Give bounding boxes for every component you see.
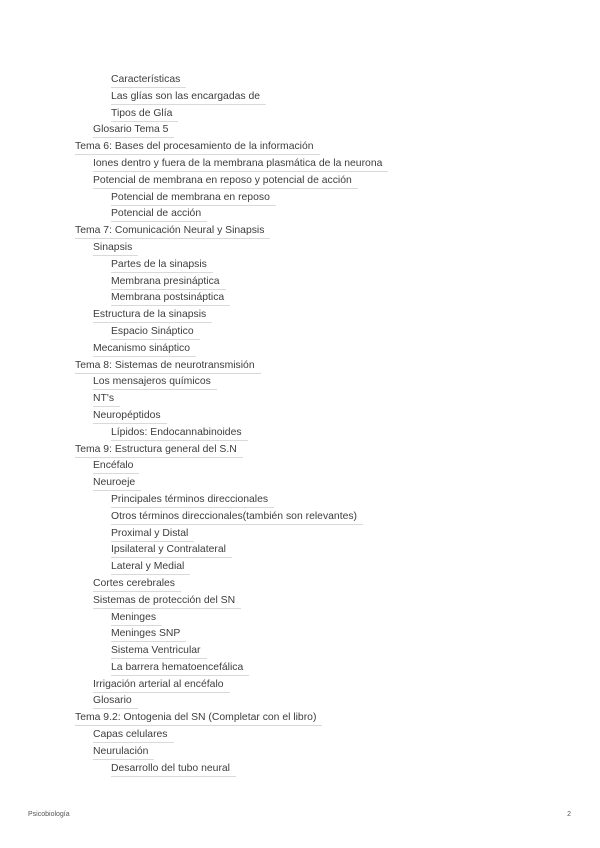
toc-entry [0,660,600,677]
toc-link[interactable]: NT's [93,392,120,407]
toc-entry [0,408,600,425]
toc-entry [0,526,600,543]
toc-entry [0,139,600,156]
toc-entry [0,744,600,761]
toc-entry [0,576,600,593]
toc-entry [0,643,600,660]
toc-link[interactable]: Tema 7: Comunicación Neural y Sinapsis [75,224,270,239]
toc-link[interactable]: Potencial de membrana en reposo [111,191,276,206]
toc-link[interactable]: Glosario [93,694,138,709]
toc-entry [0,458,600,475]
toc-entry [0,257,600,274]
toc-entry [0,122,600,139]
toc-link[interactable]: Sistemas de protección del SN [93,594,241,609]
toc-entry [0,156,600,173]
toc-link[interactable]: Tema 6: Bases del procesamiento de la información [75,140,320,155]
toc-link[interactable]: Principales términos direccionales [111,493,274,508]
toc-entry [0,610,600,627]
toc-link[interactable]: Membrana presináptica [111,275,226,290]
toc-entry [0,442,600,459]
toc-link[interactable]: Neuroeje [93,476,141,491]
toc-link[interactable]: Ipsilateral y Contralateral [111,543,232,558]
toc-link[interactable]: Tema 9.2: Ontogenia del SN (Completar con el libro) [75,711,322,726]
toc-entry [0,223,600,240]
toc-entry [0,425,600,442]
toc-entry [0,274,600,291]
toc-entry [0,509,600,526]
toc-link[interactable]: Lateral y Medial [111,560,190,575]
toc-link[interactable]: Otros términos direccionales(también son relevantes) [111,510,363,525]
toc-entry [0,173,600,190]
footer-document-title: Psicobiología [28,811,70,818]
toc-entry [0,341,600,358]
toc-entry [0,290,600,307]
toc-link[interactable]: Lípidos: Endocannabinoides [111,426,248,441]
toc-link[interactable]: Sinapsis [93,241,138,256]
table-of-contents [0,72,600,777]
toc-entry [0,593,600,610]
toc-link[interactable]: Las glías son las encargadas de [111,90,266,105]
toc-link[interactable]: Características [111,73,186,88]
toc-link[interactable]: Potencial de membrana en reposo y potencial de acción [93,174,358,189]
toc-entry [0,727,600,744]
toc-link[interactable]: Los mensajeros químicos [93,375,217,390]
toc-link[interactable]: Glosario Tema 5 [93,123,174,138]
toc-link[interactable]: Neuropéptidos [93,409,167,424]
toc-entry [0,240,600,257]
toc-entry [0,374,600,391]
toc-link[interactable]: Irrigación arterial al encéfalo [93,678,230,693]
toc-entry [0,693,600,710]
toc-entry [0,206,600,223]
toc-link[interactable]: Membrana postsináptica [111,291,230,306]
toc-link[interactable]: Partes de la sinapsis [111,258,213,273]
toc-entry [0,391,600,408]
toc-link[interactable]: Iones dentro y fuera de la membrana plasmática de la neurona [93,157,388,172]
toc-entry [0,190,600,207]
toc-link[interactable]: Desarrollo del tubo neural [111,762,236,777]
toc-link[interactable]: Potencial de acción [111,207,207,222]
toc-link[interactable]: La barrera hematoencefálica [111,661,249,676]
toc-link[interactable]: Mecanismo sináptico [93,342,196,357]
toc-link[interactable]: Sistema Ventricular [111,644,207,659]
toc-link[interactable]: Tema 8: Sistemas de neurotransmisión [75,359,261,374]
toc-entry [0,324,600,341]
toc-entry [0,559,600,576]
toc-entry [0,106,600,123]
toc-link[interactable]: Estructura de la sinapsis [93,308,212,323]
toc-link[interactable]: Meninges SNP [111,627,186,642]
toc-link[interactable]: Espacio Sináptico [111,325,200,340]
footer-page-number: 2 [567,811,571,818]
toc-link[interactable]: Cortes cerebrales [93,577,181,592]
toc-entry [0,475,600,492]
toc-entry [0,542,600,559]
toc-entry [0,358,600,375]
toc-entry [0,626,600,643]
toc-entry [0,492,600,509]
toc-entry [0,761,600,778]
toc-entry [0,710,600,727]
toc-link[interactable]: Tema 9: Estructura general del S.N [75,443,243,458]
toc-link[interactable]: Encéfalo [93,459,139,474]
toc-link[interactable]: Neurulación [93,745,154,760]
toc-link[interactable]: Meninges [111,611,162,626]
toc-link[interactable]: Tipos de Glía [111,107,178,122]
toc-link[interactable]: Capas celulares [93,728,174,743]
toc-entry [0,677,600,694]
toc-link[interactable]: Proximal y Distal [111,527,194,542]
toc-entry [0,307,600,324]
toc-entry [0,89,600,106]
toc-entry [0,72,600,89]
